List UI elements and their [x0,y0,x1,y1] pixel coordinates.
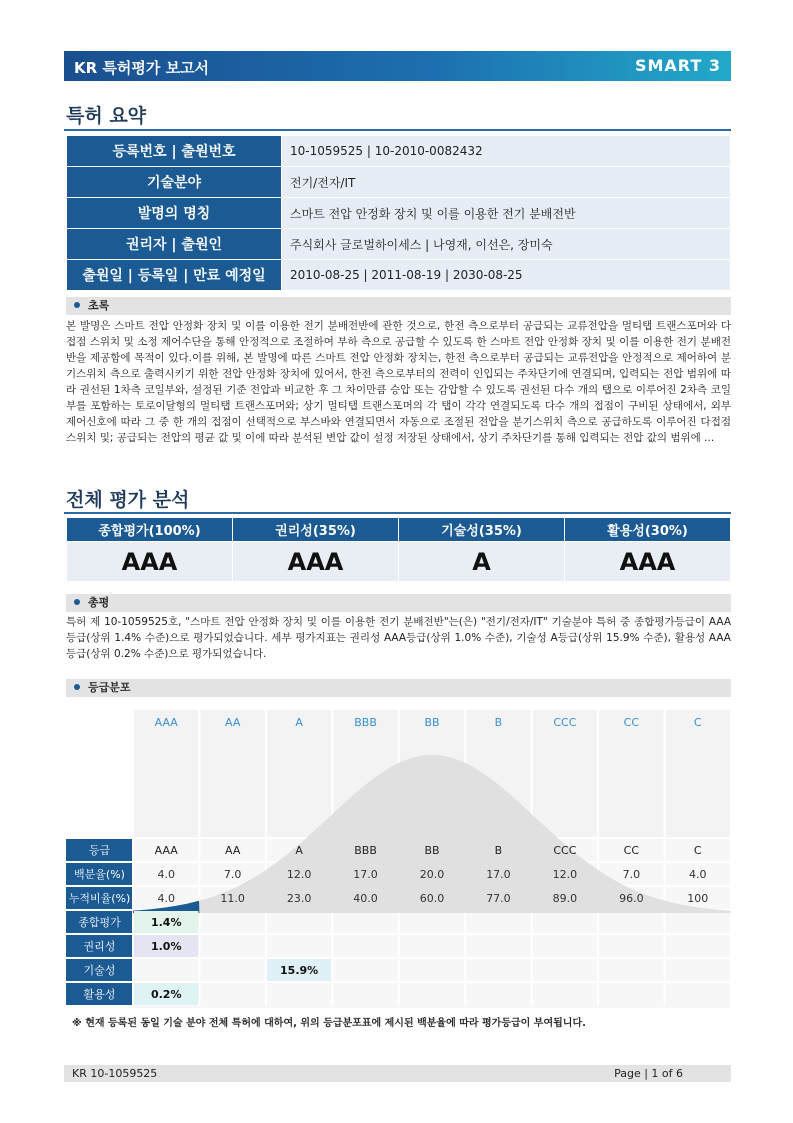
summary-row [67,198,731,229]
distribution-cell: 12.0 [286,868,312,881]
distribution-svg [66,710,731,1008]
review-bar [66,594,731,612]
evaluation-grade: AAA [565,542,731,582]
summary-key: 등록번호 | 출원번호 [67,136,282,167]
summary-section-title: 특허 요약 [66,105,147,127]
summary-key: 출원일 | 등록일 | 만료 예정일 [67,260,282,291]
summary-value: 주식회사 글로벌하이세스 | 나영재, 이선은, 장미숙 [282,229,731,260]
summary-value: 스마트 전압 안정화 장치 및 이를 이용한 전기 분배전반 [282,198,731,229]
summary-key: 발명의 명칭 [67,198,282,229]
distribution-cell: BBB [354,844,377,857]
evaluation-table [66,517,731,582]
top-grade-label: CCC [553,716,577,729]
distribution-cell: 17.0 [353,868,378,881]
distribution-cell: C [693,844,702,857]
distribution-cell: CC [623,844,640,857]
top-grade-label: AA [224,716,241,729]
summary-row [67,229,731,260]
top-grade-label: AAA [154,716,178,729]
evaluation-header: 종합평가(100%) [67,518,233,542]
summary-row [67,260,731,291]
summary-key: 기술분야 [67,167,282,198]
distribution-cell: CCC [553,844,577,857]
summary-value: 전기/전자/IT [282,167,731,198]
report-title: KR 특허평가 보고서 [74,59,210,77]
distribution-label: 등급분포 [88,681,131,694]
distribution-cell: 89.0 [552,892,578,905]
distribution-note: ※ 현재 등록된 동일 기술 분야 전체 특허에 대하여, 위의 등급분포표에 제시된 백분율에 따라 평가등급이 부여됩니다. [72,1018,586,1029]
row-label: 기술성 [83,964,116,977]
distribution-cell: BB [424,844,440,857]
distribution-cell: 96.0 [619,892,644,905]
distribution-cell: 12.0 [552,868,578,881]
top-grade-label: BB [424,716,440,729]
summary-row [67,136,731,167]
abstract-text: 본 발명은 스마트 전압 안정화 장치 및 이를 이용한 전기 분배전반에 관한 것으로, 한전 측으로부터 공급되는 교류전압을 멀티탭 트랜스포머와 다접점 스위치 및 소정 제어수단을 통해 안정적으로 조절하여 부하 측으로 공급할 수 있도록 한 스마트 전압 안정화 장치 및 이를 이용한 전기 분배전반을 제공함에 목적이 있다.이를 위해, 본 발명에 따른 스마트 전압 안정화 장치는, 한전 측으로부터 공급되는 교류전압을 안정적으로 제어하여 분기스위치 측으로 출력시키기 위한 전압 안정화 장치에 있어서, 한전 측으로부터의 전력이 인입되는 주차단기에 연결되며, 입력되는 전압 범위에 따라 권선된 1차측 코일부와, 설정된 기준 전압과 비교한 후 그 차이만큼 승압 또는 감압할 수 있도록 권선된 다수 개의 탭으로 이루어진 2차측 코일부를 포함하는 토로이달형의 멀티탭 트랜스포머와; 상기 멀티탭 트랜스포머의 각 탭이 각각 연결되도록 다수 개의 접점이 구비된 상태에서, 외부 제어신호에 따라 그 중 한 개의 접점이 선택적으로 부스바와 연결되면서 자동으로 조절된 전압을 분기스위치 측으로 공급하도록 이루어진 다접점 스위치 및; 공급되는 전압의 평균 값 및 이에 따라 분석된 변압 값이 설정 저장된 상태에서, 상기 주차단기를 통해 입력되는 전압 값의 범위에 ... [66,320,731,444]
row-label: 등급 [88,844,111,857]
distribution-cell: 17.0 [486,868,511,881]
footer-patent-number: KR 10-1059525 [72,1067,158,1080]
top-grade-label: BBB [354,716,377,729]
summary-key: 권리자 | 출원인 [67,229,282,260]
bullet-icon [74,302,80,308]
evaluation-section-title: 전체 평가 분석 [66,489,190,511]
distribution-cell: 20.0 [419,868,445,881]
summary-value: 2010-08-25 | 2011-08-19 | 2030-08-25 [282,260,731,291]
distribution-cell: 7.0 [223,868,242,881]
distribution-cell: A [295,844,303,857]
row-label: 백분율(%) [74,868,125,881]
distribution-cell: B [494,844,503,857]
review-text: 특허 제 10-1059525호, "스마트 전압 안정화 장치 및 이를 이용한 전기 분배전반"는(은) "전기/전자/IT" 기술분야 특허 중 종합평가등급이 AAA등급(상위 1.4% 수준)으로 평가되었습니다. 세부 평가지표는 권리성 AAA등급(상위 1.0% 수준), 기술성 A등급(상위 15.9% 수준), 활용성 AAA등급(상위 0.2% 수준)으로 평가되었습니다. [66,616,731,660]
distribution-cell: 11.0 [220,892,245,905]
top-grade-label: CC [623,716,640,729]
row-label: 권리성 [83,940,116,953]
distribution-cell: 4.0 [157,868,175,881]
distribution-cell: 100 [687,892,709,905]
abstract-label: 초록 [88,299,110,312]
bullet-icon [74,684,80,690]
distribution-cell: 23.0 [286,892,312,905]
evaluation-header: 권리성(35%) [233,518,399,542]
distribution-cell: 77.0 [486,892,511,905]
top-grade-label: B [494,716,503,729]
page-footer [64,1065,731,1082]
evaluation-header: 기술성(35%) [399,518,565,542]
distribution-cell: 40.0 [353,892,378,905]
marker-value: 1.0% [150,940,182,953]
marker-value: 1.4% [150,916,182,929]
abstract-bar [66,297,731,315]
grade-distribution-chart [66,710,731,1008]
distribution-cell: AAA [154,844,178,857]
summary-divider [64,129,731,131]
evaluation-divider [64,512,731,514]
top-grade-label: A [295,716,303,729]
marker-value: 15.9% [280,964,319,977]
row-label: 활용성 [83,988,116,1001]
distribution-cell: 60.0 [419,892,445,905]
distribution-cell: 4.0 [157,892,175,905]
summary-value: 10-1059525 | 10-2010-0082432 [282,136,731,167]
evaluation-grade: AAA [67,542,233,582]
row-label: 종합평가 [78,916,121,929]
distribution-cell: 4.0 [689,868,707,881]
bullet-icon [74,599,80,605]
distribution-cell: 7.0 [622,868,641,881]
footer-page-number: Page | 1 of 6 [614,1067,683,1080]
marker-value: 0.2% [150,988,182,1001]
evaluation-grade: AAA [233,542,399,582]
summary-row [67,167,731,198]
evaluation-grade: A [399,542,565,582]
review-label: 총평 [88,596,110,609]
distribution-bar [66,679,731,697]
distribution-cell: AA [224,844,241,857]
row-label: 누적비율(%) [68,892,131,905]
evaluation-header: 활용성(30%) [565,518,731,542]
summary-table [66,135,731,291]
top-grade-label: C [693,716,702,729]
report-header [64,51,731,81]
smart3-logo: SMART 3 [634,56,721,75]
